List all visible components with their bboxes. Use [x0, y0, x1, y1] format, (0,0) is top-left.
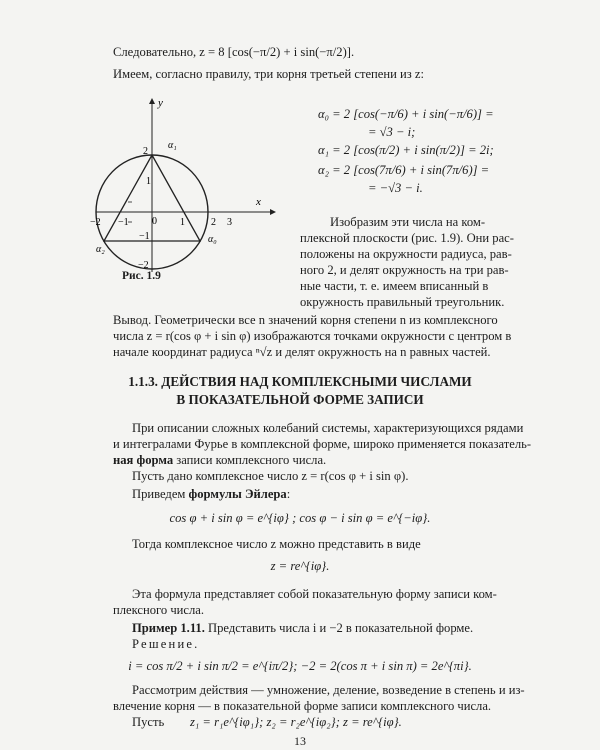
example-formula: i = cos π/2 + i sin π/2 = e^{iπ/2}; −2 = 2(cos π + i sin π) = 2e^{πi}. — [128, 659, 472, 673]
ops-line: влечение корня — в показательной форме записи комплексного числа. — [113, 699, 492, 713]
alpha-0-label: α₀ — [208, 234, 217, 245]
conclusion-line: Вывод. Геометрически все n значений корня степени n из комплексного — [113, 313, 498, 327]
euler-bold: формулы Эйлера — [188, 487, 287, 501]
root-a2-line2: = −√3 − i. — [368, 181, 423, 195]
alpha-1-label: α₁ — [168, 140, 177, 151]
section-title-line2: В ПОКАЗАТЕЛЬНОЙ ФОРМЕ ЗАПИСИ — [176, 392, 424, 407]
example-label: Пример 1.11. — [132, 621, 205, 635]
ops-line: Рассмотрим действия — умножение, деление, возведение в степень и из- — [132, 683, 525, 697]
let-line: Пусть — [132, 715, 165, 729]
euler-prefix: Приведем — [132, 487, 189, 501]
alpha-2-label: α₂ — [96, 244, 105, 255]
rule-line: Имеем, согласно правилу, три корня третьей степени из z: — [113, 67, 424, 81]
x-arrow-icon — [270, 209, 276, 215]
euler-suffix: : — [286, 487, 291, 501]
y-arrow-icon — [149, 98, 155, 104]
depict-line: Изобразим эти числа на ком- — [330, 215, 486, 229]
depict-line: ного 2, и делят окружность на три рав- — [300, 263, 509, 277]
this-line: плексного числа. — [113, 603, 205, 617]
root-a0-line1: α₀ = 2 [cos(−π/6) + i sin(−π/6)] = — [318, 107, 494, 121]
euler-line — [132, 486, 290, 502]
depict-line: окружность правильный треугольник. — [300, 295, 505, 309]
intro-line — [113, 452, 326, 468]
tick-label: 0 — [152, 216, 157, 227]
page-number: 13 — [294, 734, 306, 748]
ops-formula: z₁ = r₁e^{iφ₁}; z₂ = r₂e^{iφ₂}; z = re^{iφ}. — [190, 715, 402, 729]
intro-line: и интегралами Фурье в комплексной форме, широко применяется показатель- — [113, 437, 532, 451]
figure-caption: Рис. 1.9 — [122, 270, 161, 282]
tick-label: 2 — [143, 146, 148, 157]
tick-label: 1 — [180, 217, 185, 228]
axis-y-label: y — [158, 97, 163, 109]
depict-line: плексной плоскости (рис. 1.9). Они рас- — [300, 231, 514, 245]
intro-line: При описании сложных колебаний системы, характеризующихся рядами — [132, 421, 524, 435]
conclusion-line: начале координат радиуса ⁿ√z и делят окружность на n равных частей. — [113, 345, 491, 359]
therefore-line: Следовательно, z = 8 [cos(−π/2) + i sin(−π/2)]. — [113, 45, 355, 59]
tick-label: −2 — [138, 260, 149, 271]
tick-label: 3 — [227, 217, 232, 228]
depict-line: ные части, т. е. имеем вписанный в — [300, 279, 489, 293]
axis-x-label: x — [256, 196, 261, 208]
then-line: Тогда комплексное число z можно представить в виде — [132, 537, 421, 551]
figure-1-9 — [88, 92, 288, 282]
root-a1: α₁ = 2 [cos(π/2) + i sin(π/2)] = 2i; — [318, 143, 494, 157]
section-title-line1: 1.1.3. ДЕЙСТВИЯ НАД КОМПЛЕКСНЫМИ ЧИСЛАМИ — [128, 374, 472, 389]
tick-label: −1 — [139, 231, 150, 242]
intro-tail: записи комплексного числа. — [173, 453, 327, 467]
root-a2-line1: α₂ = 2 [cos(7π/6) + i sin(7π/6)] = — [318, 163, 490, 177]
depict-line: положены на окружности радиуса, рав- — [300, 247, 512, 261]
example-text: Представить числа i и −2 в показательной форме. — [204, 621, 474, 635]
tick-label: 1 — [146, 176, 151, 187]
given-line: Пусть дано комплексное число z = r(cos φ + i sin φ). — [132, 469, 409, 483]
conclusion-line: числа z = r(cos φ + i sin φ) изображаются точками окружности с центром в — [113, 329, 512, 343]
euler-formula: cos φ + i sin φ = e^{iφ} ; cos φ − i sin φ = e^{−iφ}. — [169, 511, 431, 525]
tick-label: −2 — [90, 217, 101, 228]
tick-label: 2 — [211, 217, 216, 228]
bold-term: ная форма — [113, 453, 174, 467]
root-a0-line2: = √3 − i; — [368, 125, 416, 139]
solution-label: Решение. — [132, 637, 200, 651]
tick-label: −1 — [118, 217, 129, 228]
this-line: Эта формула представляет собой показательную форму записи ком- — [132, 587, 497, 601]
example-line — [132, 620, 473, 636]
exp-form-formula: z = re^{iφ}. — [270, 559, 330, 573]
